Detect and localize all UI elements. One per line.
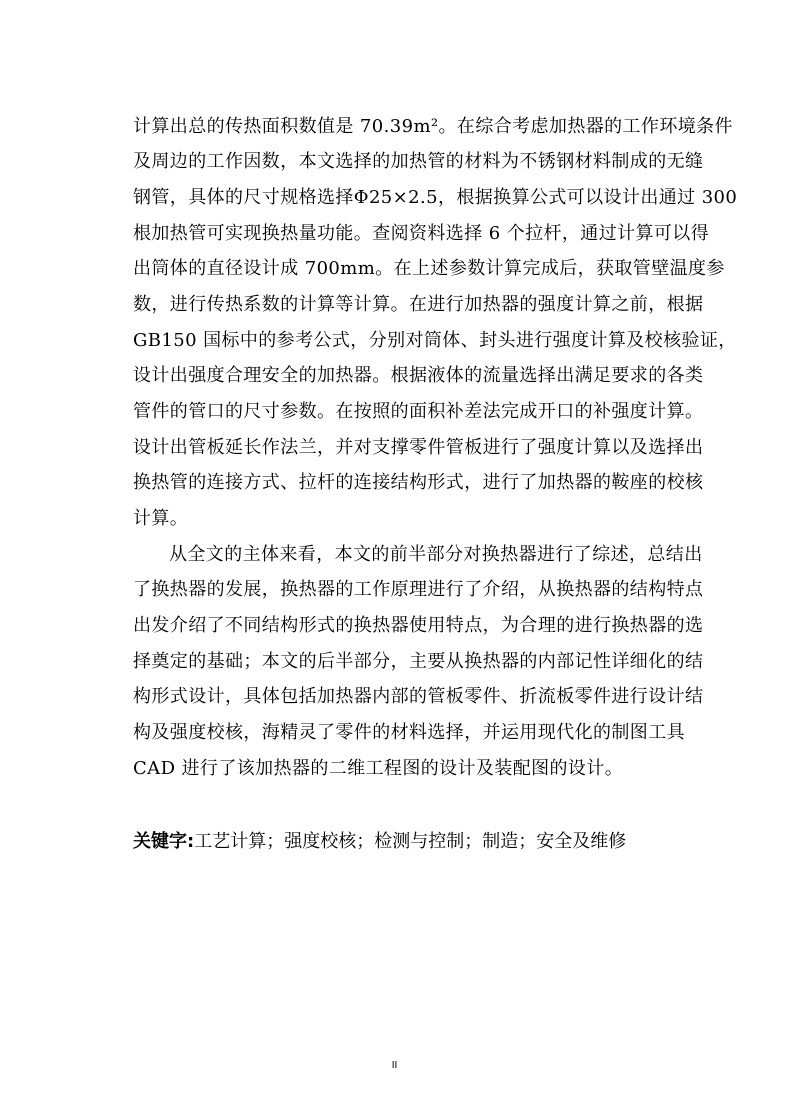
- paragraph-1-line-7: GB150 国标中的参考公式，分别对筒体、封头进行强度计算及校核验证，: [133, 330, 737, 351]
- keywords-text: 工艺计算；强度校核；检测与控制；制造；安全及维修: [194, 831, 627, 852]
- paragraph-2-line-7: CAD 进行了该加热器的二维工程图的设计及装配图的设计。: [133, 758, 624, 779]
- paragraph-1-line-6: 数，进行传热系数的计算等计算。在进行加热器的强度计算之前，根据: [133, 294, 704, 315]
- paragraph-1-line-8: 设计出强度合理安全的加热器。根据液体的流量选择出满足要求的各类: [133, 365, 704, 386]
- paragraph-2-line-5: 构形式设计，具体包括加热器内部的管板零件、折流板零件进行设计结: [133, 686, 704, 707]
- paragraph-1-line-2: 及周边的工作因数，本文选择的加热管的材料为不锈钢材料制成的无缝: [133, 151, 704, 172]
- paragraph-1-line-9: 管件的管口的尺寸参数。在按照的面积补差法完成开口的补强度计算。: [133, 401, 704, 422]
- paragraph-1-line-1: 计算出总的传热面积数值是 70.39m²。在综合考虑加热器的工作环境条件: [133, 116, 733, 137]
- page-number: II: [391, 1060, 398, 1071]
- paragraph-1-line-10: 设计出管板延长作法兰，并对支撑零件管板进行了强度计算以及选择出: [133, 437, 704, 458]
- keywords-line: [133, 830, 626, 854]
- paragraph-1-line-5: 出筒体的直径设计成 700mm。在上述参数计算完成后，获取管壁温度参: [133, 258, 725, 279]
- paragraph-1-line-12: 计算。: [133, 508, 189, 529]
- keywords-label: 关键字:: [133, 831, 195, 852]
- paragraph-1-line-11: 换热管的连接方式、拉杆的连接结构形式，进行了加热器的鞍座的校核: [133, 472, 704, 493]
- paragraph-2-line-1: 从全文的主体来看，本文的前半部分对换热器进行了综述，总结出: [169, 544, 703, 565]
- paragraph-2-line-2: 了换热器的发展，换热器的工作原理进行了介绍，从换热器的结构特点: [133, 579, 704, 600]
- paragraph-1-line-4: 根加热管可实现换热量功能。查阅资料选择 6 个拉杆，通过计算可以得: [133, 223, 710, 244]
- paragraph-1-line-3: 钢管，具体的尺寸规格选择Φ25×2.5，根据换算公式可以设计出通过 300: [133, 187, 738, 208]
- paragraph-2-line-6: 构及强度校核，海精灵了零件的材料选择，并运用现代化的制图工具: [133, 722, 685, 743]
- paragraph-2-line-4: 择奠定的基础；本文的后半部分，主要从换热器的内部记性详细化的结: [133, 651, 704, 672]
- paragraph-2-line-3: 出发介绍了不同结构形式的换热器使用特点，为合理的进行换热器的选: [133, 615, 704, 636]
